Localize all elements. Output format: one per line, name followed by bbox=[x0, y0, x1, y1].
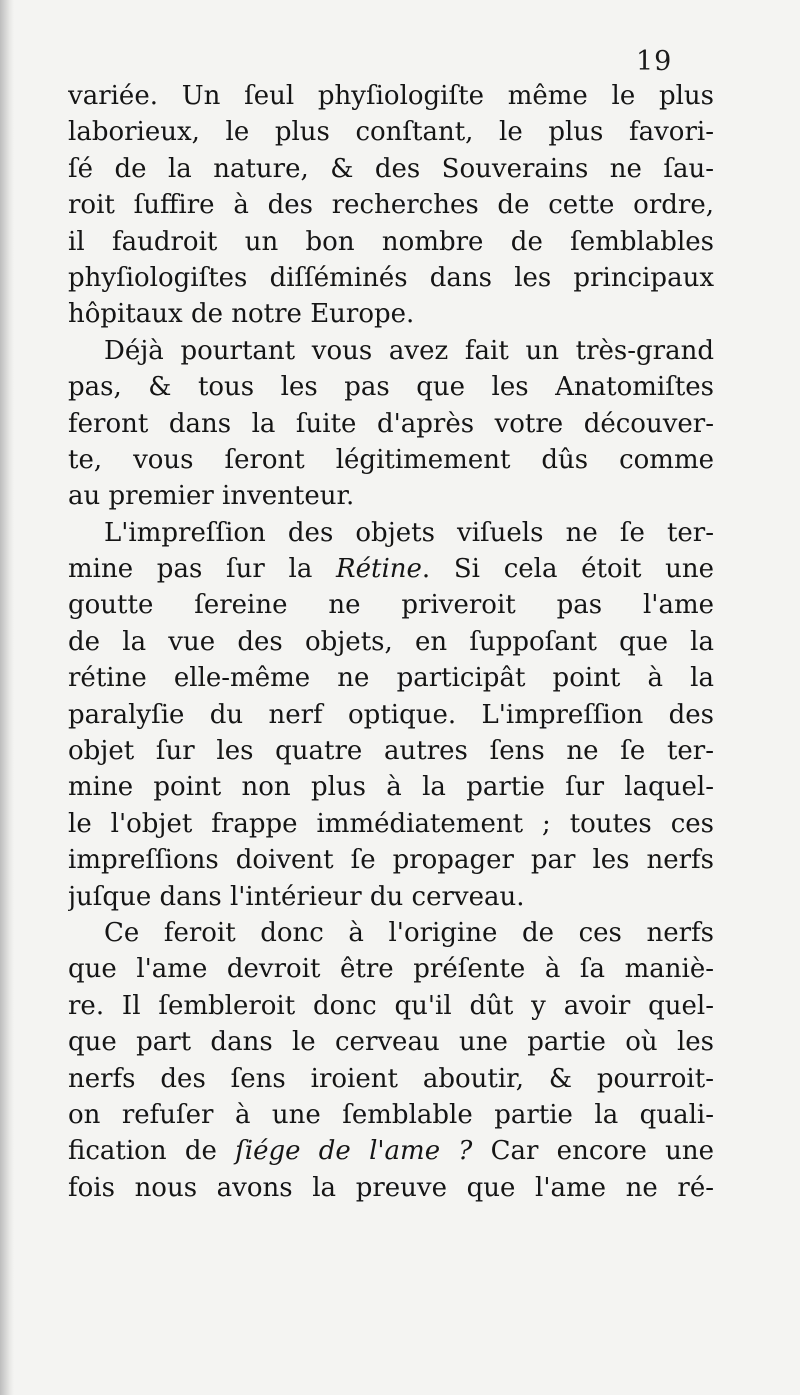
text-line: Déjà pourtant vous avez fait un très-grand bbox=[104, 335, 714, 366]
paragraph bbox=[68, 915, 714, 1206]
text-line: roit ſuffire à des recherches de cette ordre, bbox=[68, 190, 714, 221]
text-line: le l'objet frappe immédiatement ; toutes ces bbox=[68, 808, 714, 839]
text-line: laborieux, le plus conſtant, le plus favori- bbox=[68, 117, 714, 148]
italic-term: Rétine bbox=[336, 554, 422, 585]
text-line: nerfs des ſens iroient aboutir, & pourroit- bbox=[68, 1063, 714, 1094]
text-line: fication de ſiége de l'ame ? Car encore une bbox=[68, 1136, 714, 1167]
text-line: mine point non plus à la partie ſur laquel- bbox=[68, 772, 714, 803]
text-line: il faudroit un bon nombre de ſemblables bbox=[68, 226, 714, 257]
body-text bbox=[68, 78, 714, 1206]
text-line: que part dans le cerveau une partie où les bbox=[68, 1027, 714, 1058]
text-line: juſque dans l'intérieur du cerveau. bbox=[68, 881, 525, 912]
text-line: variée. Un ſeul phyſiologiſte même le plus bbox=[68, 81, 714, 111]
text-line: hôpitaux de notre Europe. bbox=[68, 299, 415, 330]
text-line: ſé de la nature, & des Souverains ne ſau- bbox=[68, 153, 714, 184]
text-line: goutte ſereine ne priveroit pas l'ame bbox=[68, 590, 714, 621]
text-line: au premier inventeur. bbox=[68, 481, 355, 512]
text-line: re. Il ſembleroit donc qu'il dût y avoir quel- bbox=[68, 990, 714, 1021]
paragraph bbox=[68, 78, 714, 333]
text-line: impreſſions doivent ſe propager par les nerfs bbox=[68, 845, 714, 876]
text-line: phyſiologiſtes diſſéminés dans les principaux bbox=[68, 262, 714, 293]
text-line: feront dans la ſuite d'après votre découver- bbox=[68, 408, 714, 439]
page-number: 19 bbox=[636, 46, 673, 77]
page-gutter-shadow bbox=[0, 0, 14, 1395]
paragraph bbox=[68, 515, 714, 915]
text-line: objet ſur les quatre autres ſens ne ſe ter- bbox=[68, 736, 714, 767]
text-line: de la vue des objets, en ſuppoſant que la bbox=[68, 626, 714, 657]
paragraph bbox=[68, 333, 714, 515]
text-line: que l'ame devroit être préſente à ſa maniè- bbox=[68, 954, 714, 985]
text-line: rétine elle-même ne participât point à la bbox=[68, 663, 714, 694]
text-line: L'impreſſion des objets viſuels ne ſe ter- bbox=[104, 517, 714, 548]
text-line: fois nous avons la preuve que l'ame ne ré- bbox=[68, 1172, 714, 1203]
text-line: paralyſie du nerf optique. L'impreſſion des bbox=[68, 699, 714, 730]
text-line: te, vous ſeront légitimement dûs comme bbox=[68, 444, 714, 475]
text-line: Ce feroit donc à l'origine de ces nerfs bbox=[104, 917, 714, 948]
text-line: on refuſer à une ſemblable partie la quali- bbox=[68, 1099, 714, 1130]
text-line: mine pas ſur la Rétine. Si cela étoit une bbox=[68, 554, 714, 585]
text-line: pas, & tous les pas que les Anatomiſtes bbox=[68, 372, 714, 403]
italic-term: ſiége de l'ame ? bbox=[235, 1136, 473, 1167]
